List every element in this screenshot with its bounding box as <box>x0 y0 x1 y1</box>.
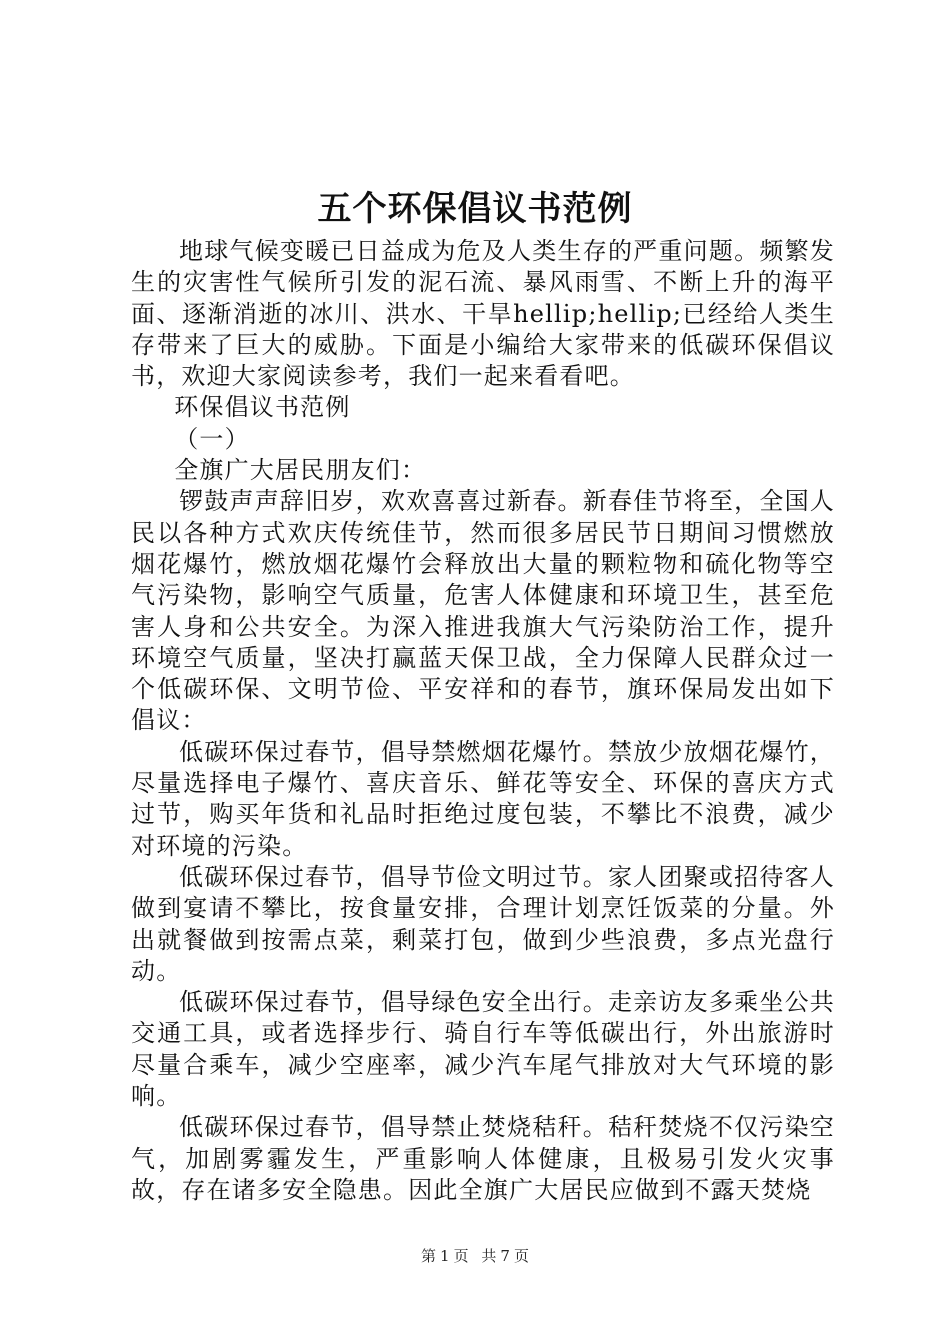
page-prefix: 第 <box>421 1247 437 1265</box>
total-prefix: 共 <box>481 1247 497 1265</box>
salutation: 全旗广大居民朋友们： <box>174 456 427 485</box>
total-suffix: 页 <box>513 1247 529 1265</box>
page-indicator <box>419 1247 471 1265</box>
total-pages-indicator <box>479 1247 531 1265</box>
body-paragraph: 低碳环保过春节，倡导禁止焚烧秸秆。秸秆焚烧不仅污染空气，加剧雾霾发生，严重影响人体健康，且极易引发火灾事故，存在诸多安全隐患。因此全旗广大居民应做到不露天焚烧 <box>131 1113 835 1204</box>
page-number: 1 <box>440 1247 450 1265</box>
body-paragraph: 低碳环保过春节，倡导节俭文明过节。家人团聚或招待客人做到宴请不攀比，按食量安排，合理计划烹饪饭菜的分量。外出就餐做到按需点菜，剩菜打包，做到少些浪费，多点光盘行动。 <box>131 862 835 985</box>
document-title: 五个环保倡议书范例 <box>317 189 633 229</box>
section-heading: 环保倡议书范例 <box>174 393 351 422</box>
page-suffix: 页 <box>453 1247 469 1265</box>
section-number: （一） <box>174 424 250 453</box>
page-footer <box>0 1246 950 1266</box>
body-paragraph: 低碳环保过春节，倡导绿色安全出行。走亲访友多乘坐公共交通工具，或者选择步行、骑自行车等低碳出行，外出旅游时尽量合乘车，减少空座率，减少汽车尾气排放对大气环境的影响。 <box>131 988 835 1111</box>
body-paragraph: 锣鼓声声辞旧岁，欢欢喜喜过新春。新春佳节将至，全国人民以各种方式欢庆传统佳节，然而很多居民节日期间习惯燃放烟花爆竹，燃放烟花爆竹会释放出大量的颗粒物和硫化物等空气污染物，影响空气质量，危害人体健康和环境卫生，甚至危害人身和公共安全。为深入推进我旗大气污染防治工作，提升环境空气质量，坚决打赢蓝天保卫战，全力保障人民群众过一个低碳环保、文明节俭、平安祥和的春节，旗环保局发出如下倡议： <box>131 487 835 735</box>
intro-paragraph: 地球气候变暖已日益成为危及人类生存的严重问题。频繁发生的灾害性气候所引发的泥石流、暴风雨雪、不断上升的海平面、逐渐消逝的冰川、洪水、干旱hellip;hellip;已经给人类生存带来了巨大的威胁。下面是小编给大家带来的低碳环保倡议书，欢迎大家阅读参考，我们一起来看看吧。 <box>131 237 835 391</box>
total-pages: 7 <box>500 1247 510 1265</box>
document-body <box>131 236 835 1206</box>
body-paragraph: 低碳环保过春节，倡导禁燃烟花爆竹。禁放少放烟花爆竹，尽量选择电子爆竹、喜庆音乐、鲜花等安全、环保的喜庆方式过节，购买年货和礼品时拒绝过度包装，不攀比不浪费，减少对环境的污染。 <box>131 737 835 860</box>
